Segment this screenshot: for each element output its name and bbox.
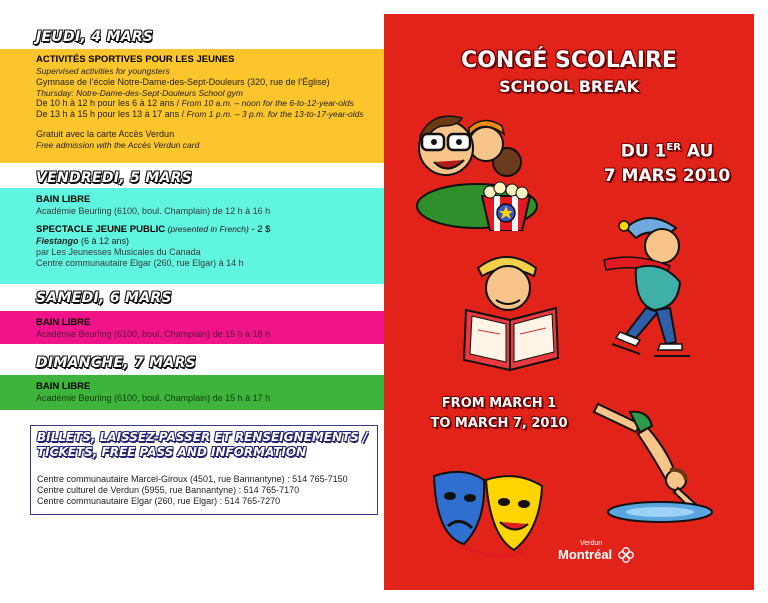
panel-title-fr: CONGÉ SCOLAIRE bbox=[461, 48, 677, 73]
diver-illustration bbox=[590, 384, 720, 524]
logo-verdun: Verdun bbox=[580, 540, 603, 547]
thursday-line2 bbox=[36, 109, 378, 120]
montreal-rosette-icon bbox=[618, 547, 634, 563]
thursday-line1 bbox=[36, 98, 378, 109]
info-box bbox=[30, 425, 378, 515]
panel-date-en-line2: TO MARCH 7, 2010 bbox=[430, 416, 568, 431]
thursday-line2-fr: De 13 h à 15 h pour les 13 à 17 ans / bbox=[36, 109, 187, 119]
saturday-swim-title: BAIN LIBRE bbox=[36, 317, 91, 328]
info-title bbox=[37, 430, 373, 460]
thursday-line2-en: From 1 p.m. – 3 p.m. for the 13-to-17-year-olds bbox=[186, 109, 364, 119]
heading-friday: VENDREDI, 5 MARS bbox=[36, 170, 193, 186]
friday-show-name-line bbox=[36, 236, 378, 247]
thursday-line1-fr: De 10 h à 12 h pour les 6 à 12 ans / bbox=[36, 98, 182, 108]
band-friday bbox=[0, 188, 384, 284]
thursday-title: ACTIVITÉS SPORTIVES POUR LES JEUNES bbox=[36, 54, 235, 65]
info-title-fr: BILLETS, LAISSEZ-PASSER ET RENSEIGNEMENTS / bbox=[37, 430, 368, 444]
thursday-line1-en: From 10 a.m. – noon for the 6-to-12-year-olds bbox=[181, 98, 354, 108]
info-lines bbox=[37, 474, 373, 507]
thursday-free: Gratuit avec la carte Accès Verdun bbox=[36, 129, 175, 139]
theatre-masks-illustration bbox=[424, 466, 554, 576]
sunday-swim-title: BAIN LIBRE bbox=[36, 381, 91, 392]
panel-date-fr-line2: 7 MARS 2010 bbox=[603, 165, 731, 186]
skater-illustration bbox=[596, 212, 716, 362]
friday-swim-title: BAIN LIBRE bbox=[36, 194, 91, 205]
friday-show-note: (presented in French) bbox=[165, 224, 249, 234]
info-line-3: Centre communautaire Elgar (260, rue Elgar) : 514 765-7270 bbox=[37, 496, 281, 506]
panel-date-en bbox=[414, 394, 584, 434]
band-thursday bbox=[0, 49, 384, 163]
thursday-venue-en: Thursday: Notre-Dame-des-Sept-Douleurs School gym bbox=[36, 87, 243, 98]
info-title-en: TICKETS, FREE PASS AND INFORMATION bbox=[37, 445, 307, 459]
friday-show-ages: (6 à 12 ans) bbox=[78, 236, 130, 246]
band-sunday bbox=[0, 375, 384, 410]
thursday-venue: Gymnase de l’école Notre-Dame-des-Sept-Douleurs (320, rue de l’Église) bbox=[36, 76, 330, 87]
montreal-logo bbox=[558, 540, 648, 562]
heading-thursday: JEUDI, 4 MARS bbox=[36, 29, 154, 45]
friday-show-price: - 2 $ bbox=[248, 224, 271, 235]
sunday-swim-line: Académie Beurling (6100, boul. Champlain) de 15 h à 17 h bbox=[36, 393, 271, 403]
saturday-swim-line: Académie Beurling (6100, boul. Champlain) de 15 h à 18 h bbox=[36, 329, 271, 339]
heading-saturday: SAMEDI, 6 MARS bbox=[36, 290, 172, 306]
logo-montreal: Montréal bbox=[558, 547, 613, 562]
friday-show-place: Centre communautaire Elgar (260, rue Elgar) à 14 h bbox=[36, 258, 244, 268]
info-line-2: Centre culturel de Verdun (5955, rue Bannantyne) : 514 765-7170 bbox=[37, 485, 300, 495]
panel-date-fr-line1: DU 1ER AU bbox=[620, 141, 714, 162]
cover-panel bbox=[384, 14, 754, 590]
thursday-subtitle: Supervised activities for youngsters bbox=[36, 66, 170, 76]
thursday-free-en: Free admission with the Accès Verdun card bbox=[36, 140, 200, 150]
panel-date-fr bbox=[580, 136, 754, 188]
friday-show-title-line bbox=[36, 224, 378, 236]
friday-show-by: par Les Jeunesses Musicales du Canada bbox=[36, 247, 201, 257]
reading-boy-illustration bbox=[456, 250, 566, 375]
panel-date-en-line1: FROM MARCH 1 bbox=[441, 396, 557, 411]
info-line-1: Centre communautaire Marcel-Giroux (4501, rue Bannantyne) : 514 765-7150 bbox=[37, 474, 348, 484]
friday-show-title: SPECTACLE JEUNE PUBLIC bbox=[36, 224, 166, 235]
heading-sunday: DIMANCHE, 7 MARS bbox=[36, 355, 197, 371]
band-saturday bbox=[0, 311, 384, 344]
panel-title-en: SCHOOL BREAK bbox=[499, 77, 639, 96]
friday-swim-line: Académie Beurling (6100, boul. Champlain) de 12 h à 16 h bbox=[36, 206, 271, 216]
friday-show-name: Fiestango bbox=[36, 236, 79, 246]
kids-popcorn-illustration bbox=[412, 96, 542, 231]
